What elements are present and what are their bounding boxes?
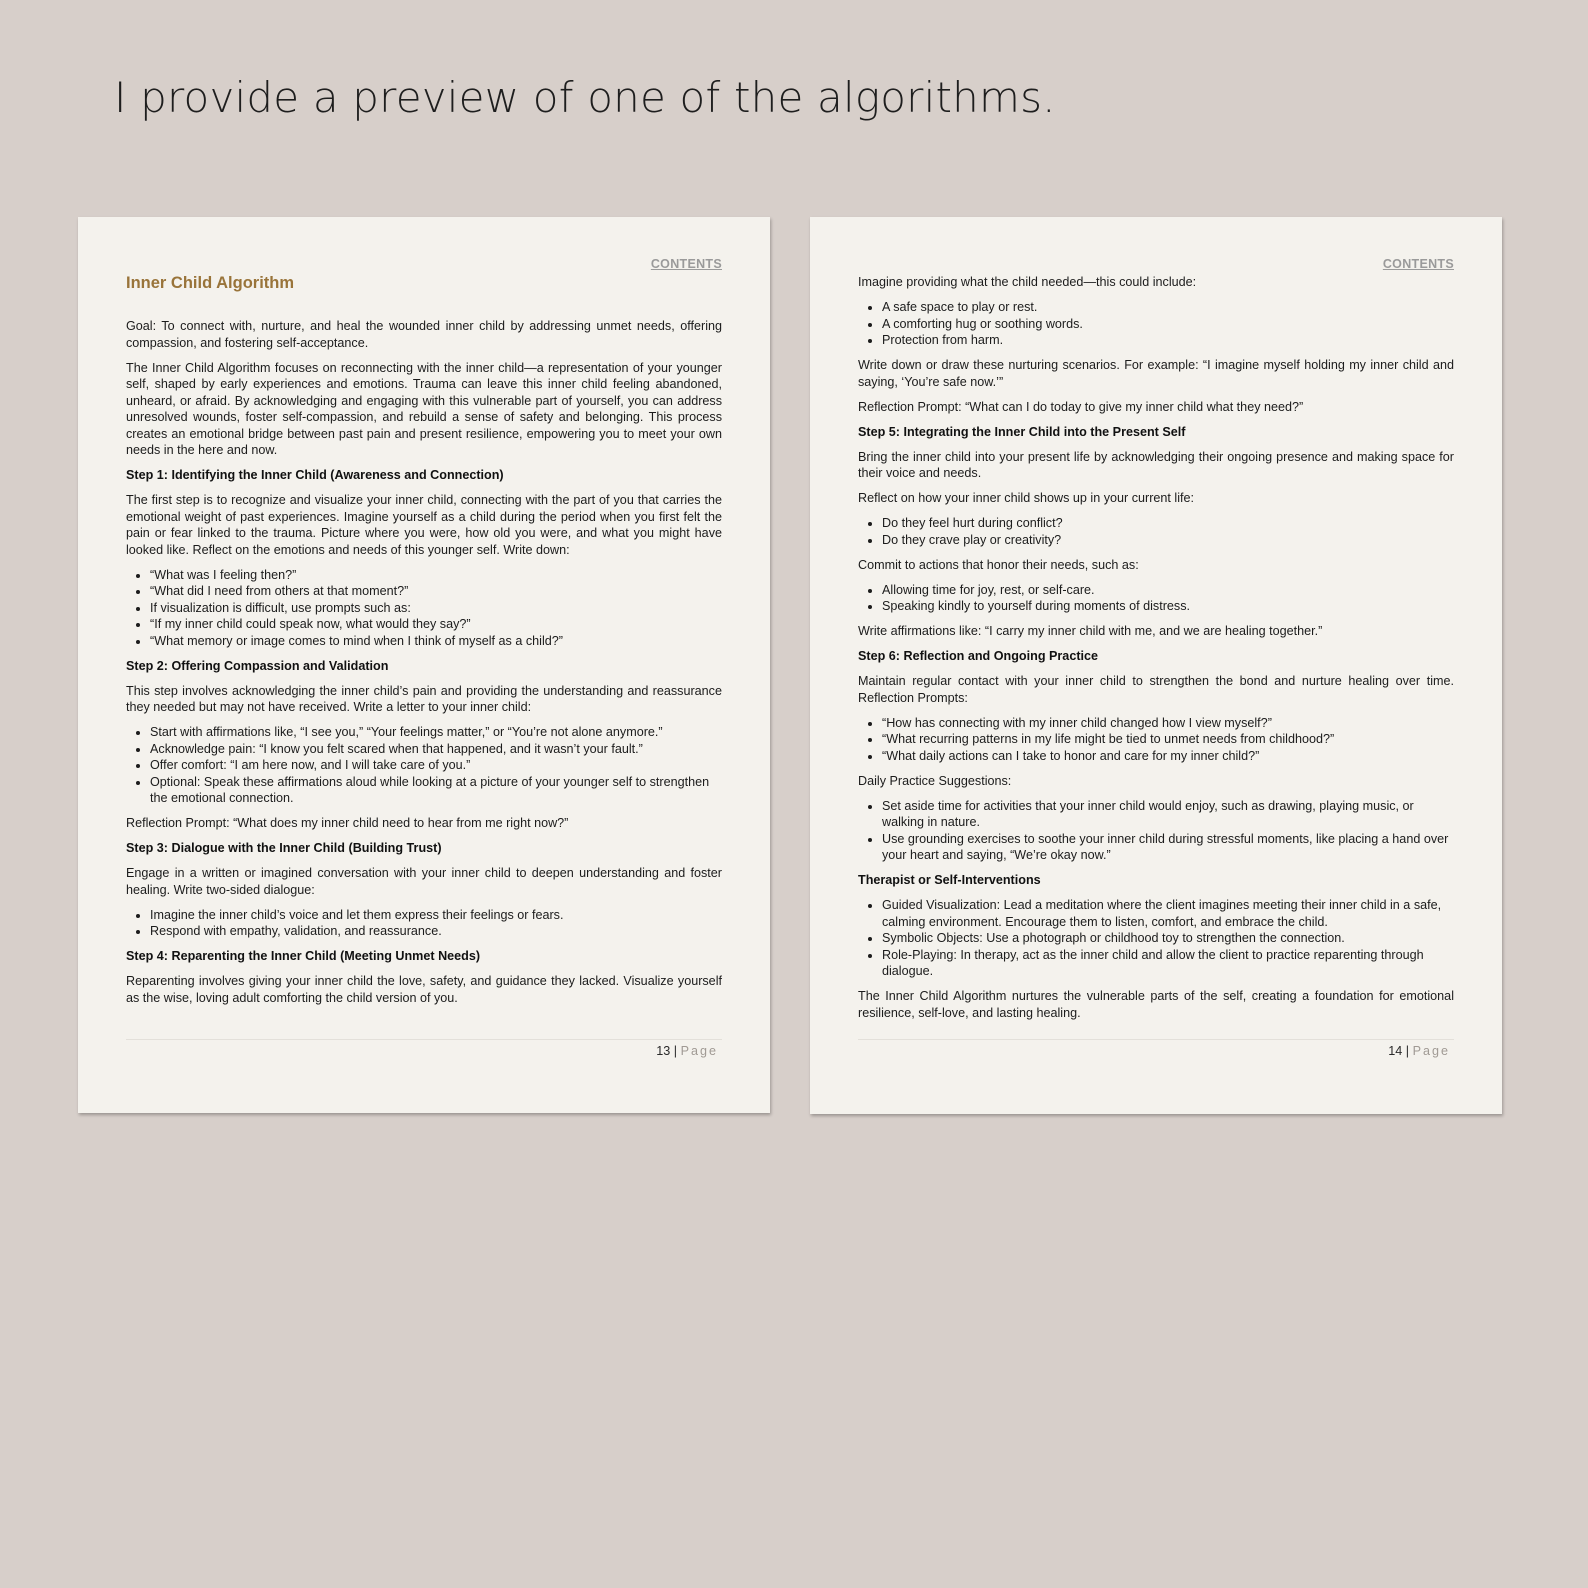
list-item: • Role-Playing: In therapy, act as the inner child and allow the client to practice reparenting through dialogue. <box>882 947 1454 980</box>
document-page-left <box>78 217 770 1113</box>
step-heading: Step 2: Offering Compassion and Validation <box>126 658 389 673</box>
contents-link[interactable]: CONTENTS <box>650 257 722 271</box>
step-heading: Step 4: Reparenting the Inner Child (Meeting Unmet Needs) <box>126 949 481 963</box>
page-content <box>858 274 1454 1030</box>
list-item: • “If my inner child could speak now, what would they say?” <box>150 616 722 633</box>
list-item: • A comforting hug or soothing words. <box>882 316 1454 333</box>
list-item: • “What was I feeling then?” <box>150 567 722 584</box>
page-content <box>126 318 722 1015</box>
paragraph: Write affirmations like: “I carry my inner child with me, and we are healing together.” <box>858 624 1323 638</box>
intro-paragraph: The Inner Child Algorithm focuses on reconnecting with the inner child—a representation of your younger self, shaped by early experiences and emotions. Trauma can leave this inner child feeling abandoned, unheard, or afraid. By acknowledging and engaging with this vulnerable part of yourself, you can address unresolved wounds, foster self-compassion, and rebuild a sense of safety and belonging. This process creates an emotional bridge between past pain and present resilience, empowering you to meet your own needs in the here and now. <box>126 360 722 457</box>
list-item: • Imagine the inner child’s voice and let them express their feelings or fears. <box>150 907 722 924</box>
step-paragraph: Engage in a written or imagined conversation with your inner child to deepen understanding and foster healing. Write two-sided dialogue: <box>126 866 722 897</box>
step-heading: Step 1: Identifying the Inner Child (Awareness and Connection) <box>126 468 504 482</box>
page-number: 13 | <box>656 1044 678 1058</box>
list-item: • Do they feel hurt during conflict? <box>882 515 1454 532</box>
list-item: • Symbolic Objects: Use a photograph or childhood toy to strengthen the connection. <box>882 930 1454 947</box>
list-item: • “What memory or image comes to mind when I think of myself as a child?” <box>150 633 722 650</box>
list-item: • Optional: Speak these affirmations aloud while looking at a picture of your younger self to strengthen the emotional connection. <box>150 774 722 807</box>
list-item: • Protection from harm. <box>882 332 1454 349</box>
step-paragraph: Maintain regular contact with your inner child to strengthen the bond and nurture healing over time. Reflection Prompts: <box>858 674 1454 705</box>
bullet-list <box>858 897 1454 980</box>
step-paragraph: The first step is to recognize and visualize your inner child, connecting with the part of you that carries the emotional weight of past experiences. Imagine yourself as a child during the period when you first felt the pain or fear linked to the trauma. Picture where you were, how old you were, and what you might have looked like. Reflect on the emotions and needs of this younger self. Write down: <box>126 493 722 557</box>
list-item: • A safe space to play or rest. <box>882 299 1454 316</box>
page-label: Page <box>680 1044 718 1058</box>
step-heading: Step 3: Dialogue with the Inner Child (Building Trust) <box>126 841 442 855</box>
list-item: • “What recurring patterns in my life might be tied to unmet needs from childhood?” <box>882 731 1454 748</box>
list-item: • “What did I need from others at that moment?” <box>150 583 722 600</box>
list-item: • Speaking kindly to yourself during moments of distress. <box>882 598 1454 615</box>
section-title: Inner Child Algorithm <box>126 274 295 292</box>
list-item: • Do they crave play or creativity? <box>882 532 1454 549</box>
list-item: • Offer comfort: “I am here now, and I will take care of you.” <box>150 757 722 774</box>
paragraph: Reflect on how your inner child shows up in your current life: <box>858 491 1194 505</box>
list-item: • Start with affirmations like, “I see you,” “Your feelings matter,” or “You’re not alone anymore.” <box>150 724 722 741</box>
goal-paragraph: Goal: To connect with, nurture, and heal the wounded inner child by addressing unmet needs, offering compassion, and fostering self-acceptance. <box>126 319 722 350</box>
section-heading: Therapist or Self-Interventions <box>858 873 1041 887</box>
step-paragraph: Reparenting involves giving your inner child the love, safety, and guidance they lacked. Visualize yourself as the wise, loving adult comforting the child version of you. <box>126 974 722 1005</box>
bullet-list <box>858 582 1454 615</box>
page-footer <box>126 1039 722 1058</box>
list-item: • Guided Visualization: Lead a meditation where the client imagines meeting their inner child in a safe, calming environment. Encourage them to listen, comfort, and embrace the child. <box>882 897 1454 930</box>
paragraph: Write down or draw these nurturing scenarios. For example: “I imagine myself holding my inner child and saying, ‘You’re safe now.’” <box>858 358 1454 389</box>
bullet-list <box>858 798 1454 864</box>
closing-paragraph: The Inner Child Algorithm nurtures the vulnerable parts of the self, creating a foundation for emotional resilience, self-love, and lasting healing. <box>858 989 1454 1020</box>
bullet-list <box>126 567 722 650</box>
paragraph: Commit to actions that honor their needs, such as: <box>858 557 1139 572</box>
step-heading: Step 5: Integrating the Inner Child into the Present Self <box>858 424 1186 439</box>
list-item: • “What daily actions can I take to honor and care for my inner child?” <box>882 748 1454 765</box>
contents-link[interactable]: CONTENTS <box>1382 257 1454 271</box>
reflection-prompt: Reflection Prompt: “What does my inner child need to hear from me right now?” <box>126 816 569 830</box>
bullet-list <box>858 715 1454 765</box>
bullet-list <box>858 515 1454 548</box>
step-paragraph: This step involves acknowledging the inner child’s pain and providing the understanding and reassurance they needed but may not have received. Write a letter to your inner child: <box>126 683 722 714</box>
page-number: 14 | <box>1388 1044 1410 1058</box>
document-page-right <box>810 217 1502 1114</box>
paragraph: Daily Practice Suggestions: <box>858 773 1012 788</box>
page-footer <box>858 1039 1454 1058</box>
bullet-list <box>126 724 722 807</box>
reflection-prompt: Reflection Prompt: “What can I do today to give my inner child what they need?” <box>858 399 1304 414</box>
step-heading: Step 6: Reflection and Ongoing Practice <box>858 649 1099 663</box>
list-item: • Allowing time for joy, rest, or self-care. <box>882 582 1454 599</box>
list-item: • Set aside time for activities that your inner child would enjoy, such as drawing, playing music, or walking in nature. <box>882 798 1454 831</box>
list-item: • If visualization is difficult, use prompts such as: <box>150 600 722 617</box>
list-item: • Use grounding exercises to soothe your inner child during stressful moments, like placing a hand over your heart and saying, “We’re okay now.” <box>882 831 1454 864</box>
list-item: • “How has connecting with my inner child changed how I view myself?” <box>882 715 1454 732</box>
list-item: • Acknowledge pain: “I know you felt scared when that happened, and it wasn’t your fault.” <box>150 741 722 758</box>
bullet-list <box>858 299 1454 349</box>
step-paragraph: Bring the inner child into your present life by acknowledging their ongoing presence and making space for their voice and needs. <box>858 449 1454 480</box>
bullet-list <box>126 907 722 940</box>
list-item: • Respond with empathy, validation, and reassurance. <box>150 923 722 940</box>
page-label: Page <box>1412 1044 1450 1058</box>
paragraph: Imagine providing what the child needed—this could include: <box>858 275 1197 289</box>
headline: I provide a preview of one of the algorithms. <box>114 73 1056 122</box>
